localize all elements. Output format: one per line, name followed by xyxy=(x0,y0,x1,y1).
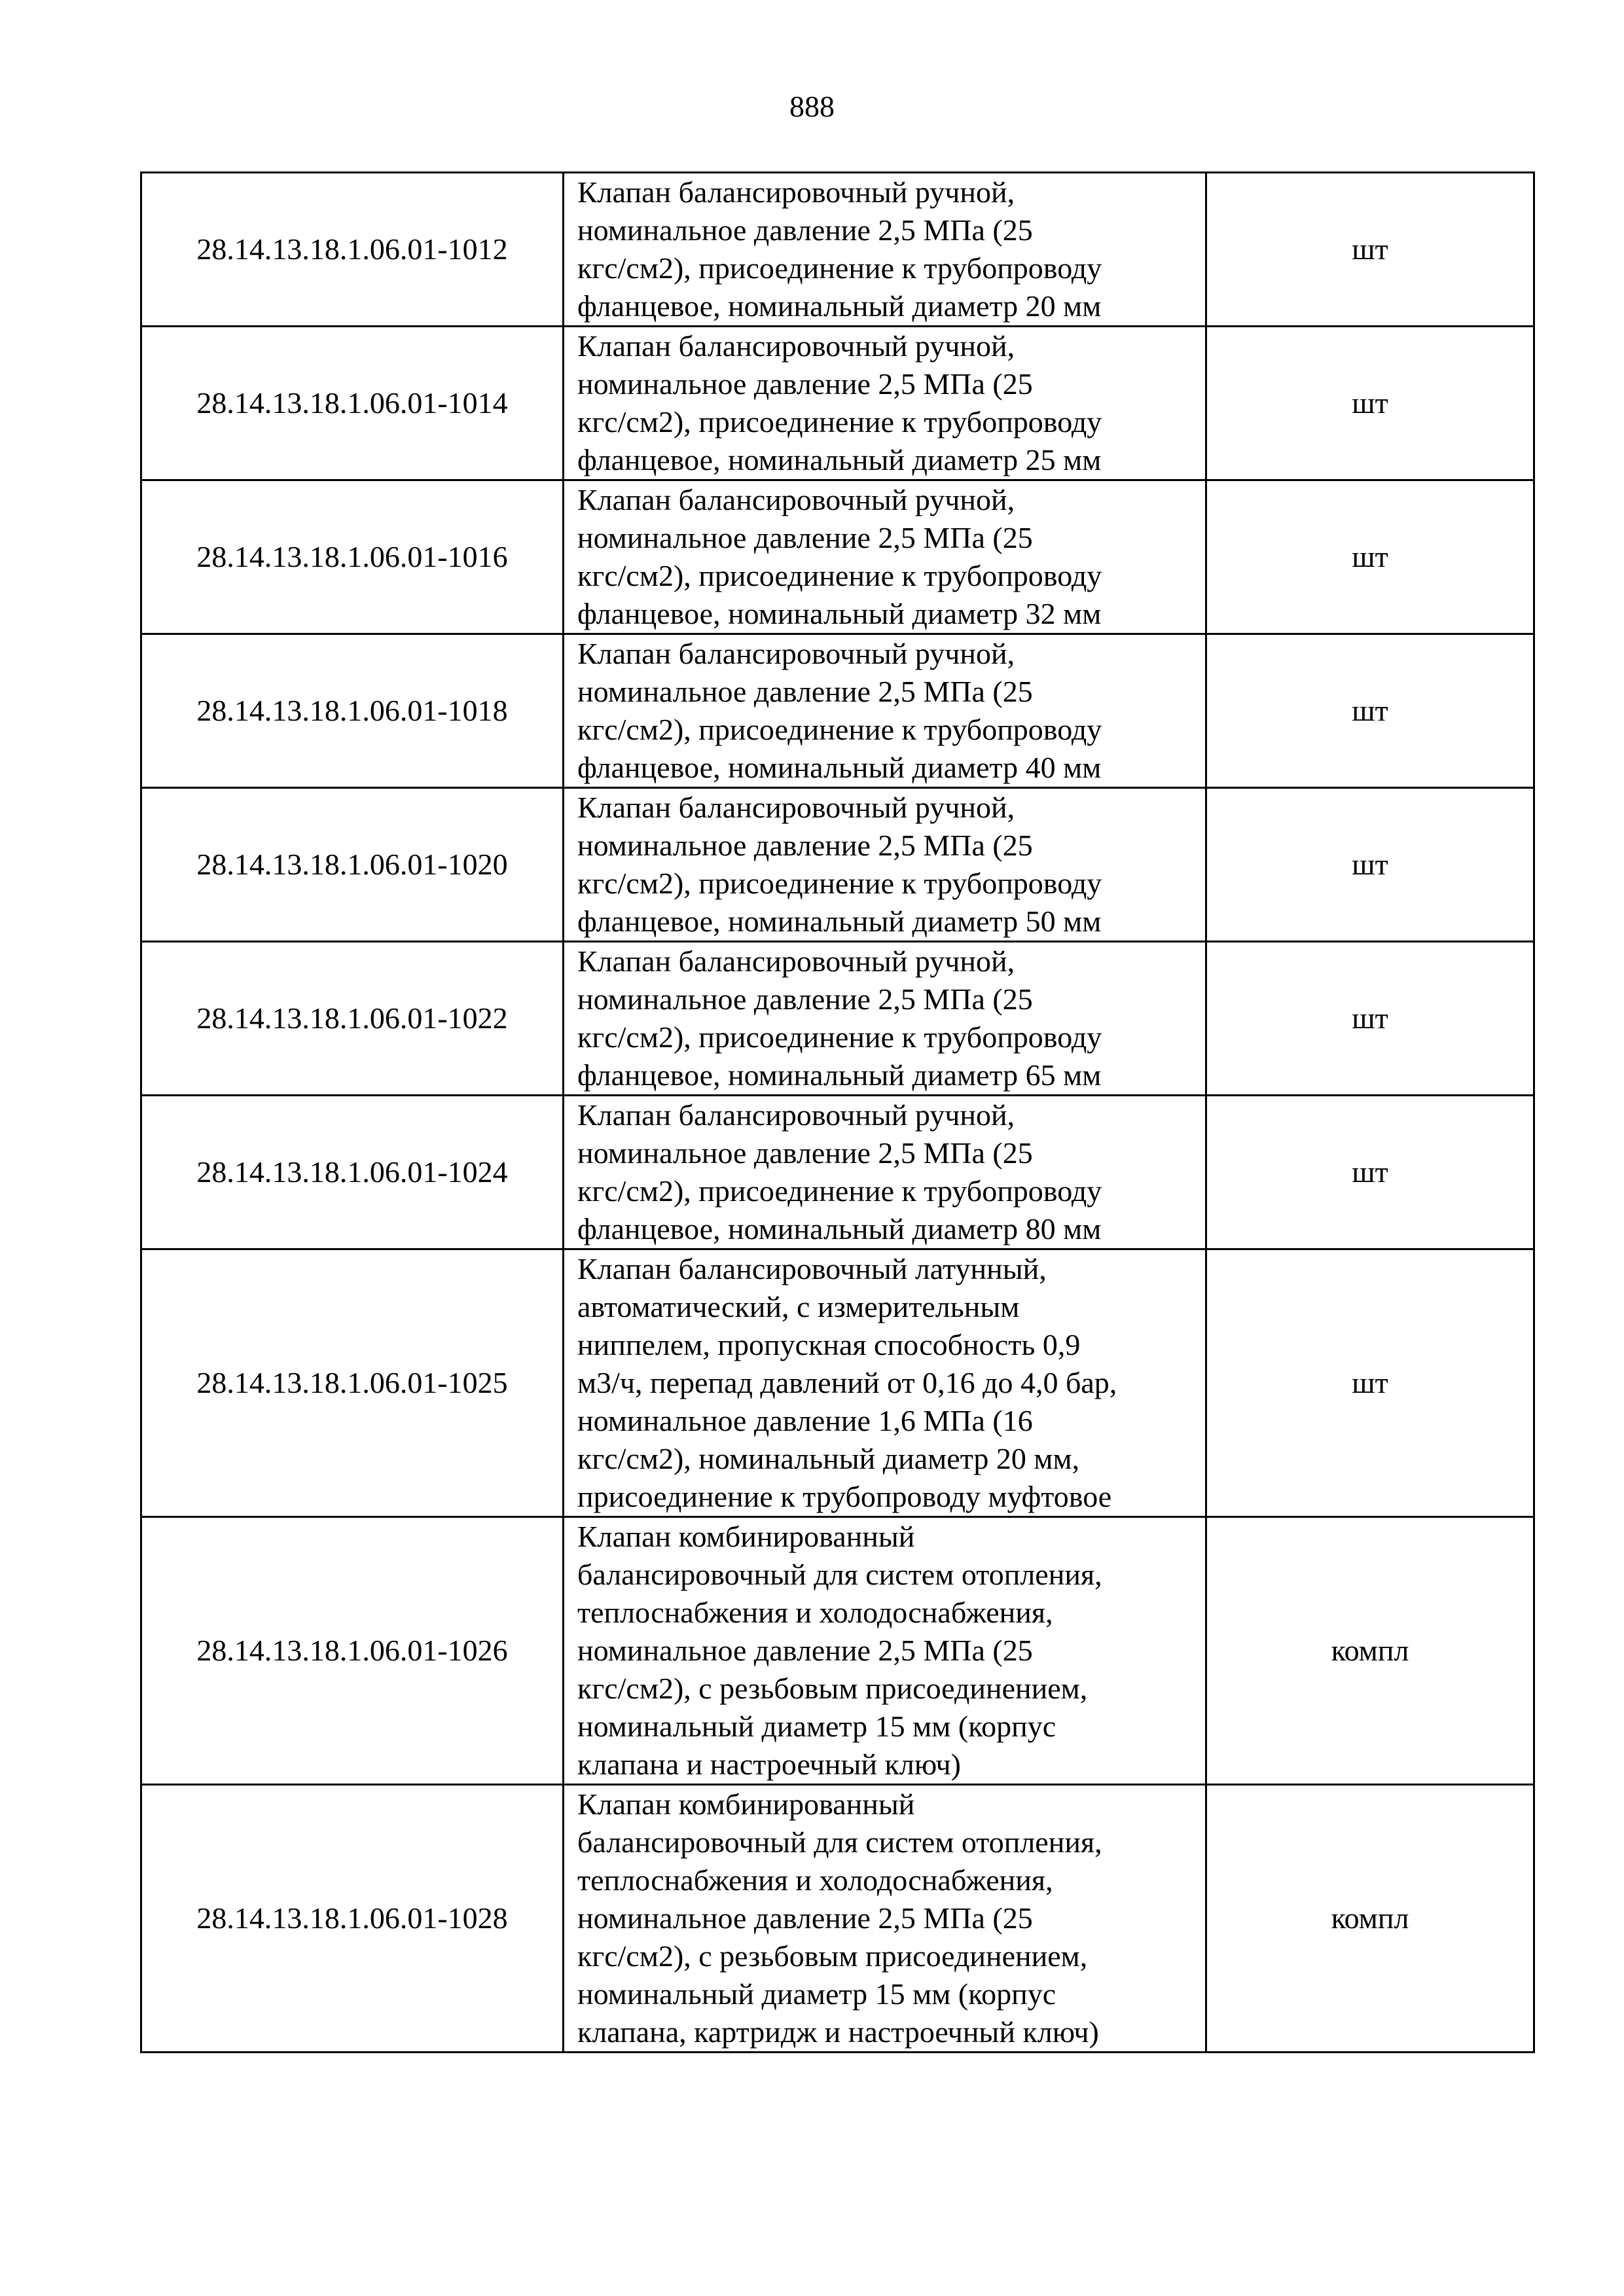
item-name-line: номинальное давление 2,5 МПа (25 xyxy=(577,982,1033,1016)
table-row xyxy=(141,942,1534,1096)
item-name xyxy=(564,1096,1206,1249)
item-name-line: балансировочный для систем отопления, xyxy=(577,1825,1102,1859)
item-name-line: кгс/см2), номинальный диаметр 20 мм, xyxy=(577,1442,1080,1475)
item-name-line: кгс/см2), присоединение к трубопроводу xyxy=(577,1174,1102,1208)
item-name xyxy=(564,634,1206,788)
item-name xyxy=(564,1249,1206,1517)
item-unit: шт xyxy=(1206,1096,1534,1249)
item-name-line: Клапан балансировочный ручной, xyxy=(577,483,1015,516)
item-name-line: номинальное давление 2,5 МПа (25 xyxy=(577,1136,1033,1170)
item-code: 28.14.13.18.1.06.01-1028 xyxy=(141,1785,564,2053)
item-name-line: Клапан комбинированный xyxy=(577,1787,915,1821)
item-name-line: номинальное давление 2,5 МПа (25 xyxy=(577,675,1033,708)
item-code: 28.14.13.18.1.06.01-1025 xyxy=(141,1249,564,1517)
item-name-line: Клапан балансировочный латунный, xyxy=(577,1252,1047,1285)
item-code: 28.14.13.18.1.06.01-1012 xyxy=(141,173,564,327)
item-name-line: кгс/см2), с резьбовым присоединением, xyxy=(577,1672,1088,1705)
page-number: 888 xyxy=(789,90,835,123)
table-row xyxy=(141,1249,1534,1517)
items-table xyxy=(140,171,1535,2053)
item-name-line: автоматический, с измерительным xyxy=(577,1290,1020,1323)
item-code: 28.14.13.18.1.06.01-1022 xyxy=(141,942,564,1096)
item-name-line: кгс/см2), присоединение к трубопроводу xyxy=(577,405,1102,439)
item-unit: компл xyxy=(1206,1517,1534,1785)
item-name-line: фланцевое, номинальный диаметр 80 мм xyxy=(577,1212,1102,1246)
item-code: 28.14.13.18.1.06.01-1020 xyxy=(141,788,564,942)
item-code: 28.14.13.18.1.06.01-1024 xyxy=(141,1096,564,1249)
item-name-line: фланцевое, номинальный диаметр 20 мм xyxy=(577,289,1102,323)
table-row xyxy=(141,173,1534,327)
item-name-line: номинальное давление 2,5 МПа (25 xyxy=(577,213,1033,247)
item-name-line: Клапан комбинированный xyxy=(577,1520,915,1553)
item-name-line: фланцевое, номинальный диаметр 40 мм xyxy=(577,751,1102,784)
item-unit: шт xyxy=(1206,1249,1534,1517)
item-name xyxy=(564,1785,1206,2053)
item-name-line: присоединение к трубопроводу муфтовое xyxy=(577,1480,1112,1513)
item-name-line: номинальное давление 2,5 МПа (25 xyxy=(577,367,1033,401)
item-name-line: номинальное давление 2,5 МПа (25 xyxy=(577,829,1033,862)
item-name-line: кгс/см2), присоединение к трубопроводу xyxy=(577,559,1102,592)
item-name xyxy=(564,173,1206,327)
item-code: 28.14.13.18.1.06.01-1018 xyxy=(141,634,564,788)
item-name-line: Клапан балансировочный ручной, xyxy=(577,175,1015,209)
item-name-line: клапана, картридж и настроечный ключ) xyxy=(577,2015,1099,2049)
item-unit: шт xyxy=(1206,327,1534,480)
item-name xyxy=(564,942,1206,1096)
table-row xyxy=(141,788,1534,942)
item-unit: шт xyxy=(1206,480,1534,634)
table-row xyxy=(141,327,1534,480)
item-name-line: Клапан балансировочный ручной, xyxy=(577,944,1015,978)
items-table-body xyxy=(141,173,1534,2053)
item-name-line: кгс/см2), присоединение к трубопроводу xyxy=(577,1020,1102,1054)
item-name-line: клапана и настроечный ключ) xyxy=(577,1748,961,1781)
table-row xyxy=(141,480,1534,634)
item-name-line: теплоснабжения и холодоснабжения, xyxy=(577,1863,1053,1897)
item-name xyxy=(564,480,1206,634)
item-name-line: ниппелем, пропускная способность 0,9 xyxy=(577,1328,1081,1361)
item-unit: шт xyxy=(1206,942,1534,1096)
item-unit: шт xyxy=(1206,634,1534,788)
item-name-line: Клапан балансировочный ручной, xyxy=(577,637,1015,670)
item-name-line: кгс/см2), присоединение к трубопроводу xyxy=(577,713,1102,746)
item-name-line: Клапан балансировочный ручной, xyxy=(577,1098,1015,1132)
item-name-line: фланцевое, номинальный диаметр 25 мм xyxy=(577,443,1102,476)
table-row xyxy=(141,634,1534,788)
table-row xyxy=(141,1785,1534,2053)
item-name-line: номинальный диаметр 15 мм (корпус xyxy=(577,1710,1056,1743)
table-row xyxy=(141,1517,1534,1785)
item-name-line: кгс/см2), присоединение к трубопроводу xyxy=(577,867,1102,900)
table-row xyxy=(141,1096,1534,1249)
item-name-line: кгс/см2), с резьбовым присоединением, xyxy=(577,1939,1088,1973)
item-name-line: номинальное давление 1,6 МПа (16 xyxy=(577,1404,1033,1437)
item-unit: шт xyxy=(1206,173,1534,327)
item-code: 28.14.13.18.1.06.01-1016 xyxy=(141,480,564,634)
item-name-line: фланцевое, номинальный диаметр 50 мм xyxy=(577,905,1102,938)
item-code: 28.14.13.18.1.06.01-1026 xyxy=(141,1517,564,1785)
item-name-line: номинальный диаметр 15 мм (корпус xyxy=(577,1977,1056,2011)
item-name-line: номинальное давление 2,5 МПа (25 xyxy=(577,521,1033,554)
item-name xyxy=(564,1517,1206,1785)
item-name-line: Клапан балансировочный ручной, xyxy=(577,329,1015,363)
item-name-line: кгс/см2), присоединение к трубопроводу xyxy=(577,251,1102,285)
item-unit: шт xyxy=(1206,788,1534,942)
item-code: 28.14.13.18.1.06.01-1014 xyxy=(141,327,564,480)
item-name-line: номинальное давление 2,5 МПа (25 xyxy=(577,1634,1033,1667)
item-name-line: номинальное давление 2,5 МПа (25 xyxy=(577,1901,1033,1935)
item-unit: компл xyxy=(1206,1785,1534,2053)
item-name xyxy=(564,788,1206,942)
item-name-line: балансировочный для систем отопления, xyxy=(577,1558,1102,1591)
item-name-line: фланцевое, номинальный диаметр 32 мм xyxy=(577,597,1102,630)
item-name-line: м3/ч, перепад давлений от 0,16 до 4,0 бар, xyxy=(577,1366,1117,1399)
item-name-line: Клапан балансировочный ручной, xyxy=(577,791,1015,824)
item-name xyxy=(564,327,1206,480)
item-name-line: фланцевое, номинальный диаметр 65 мм xyxy=(577,1058,1102,1092)
item-name-line: теплоснабжения и холодоснабжения, xyxy=(577,1596,1053,1629)
